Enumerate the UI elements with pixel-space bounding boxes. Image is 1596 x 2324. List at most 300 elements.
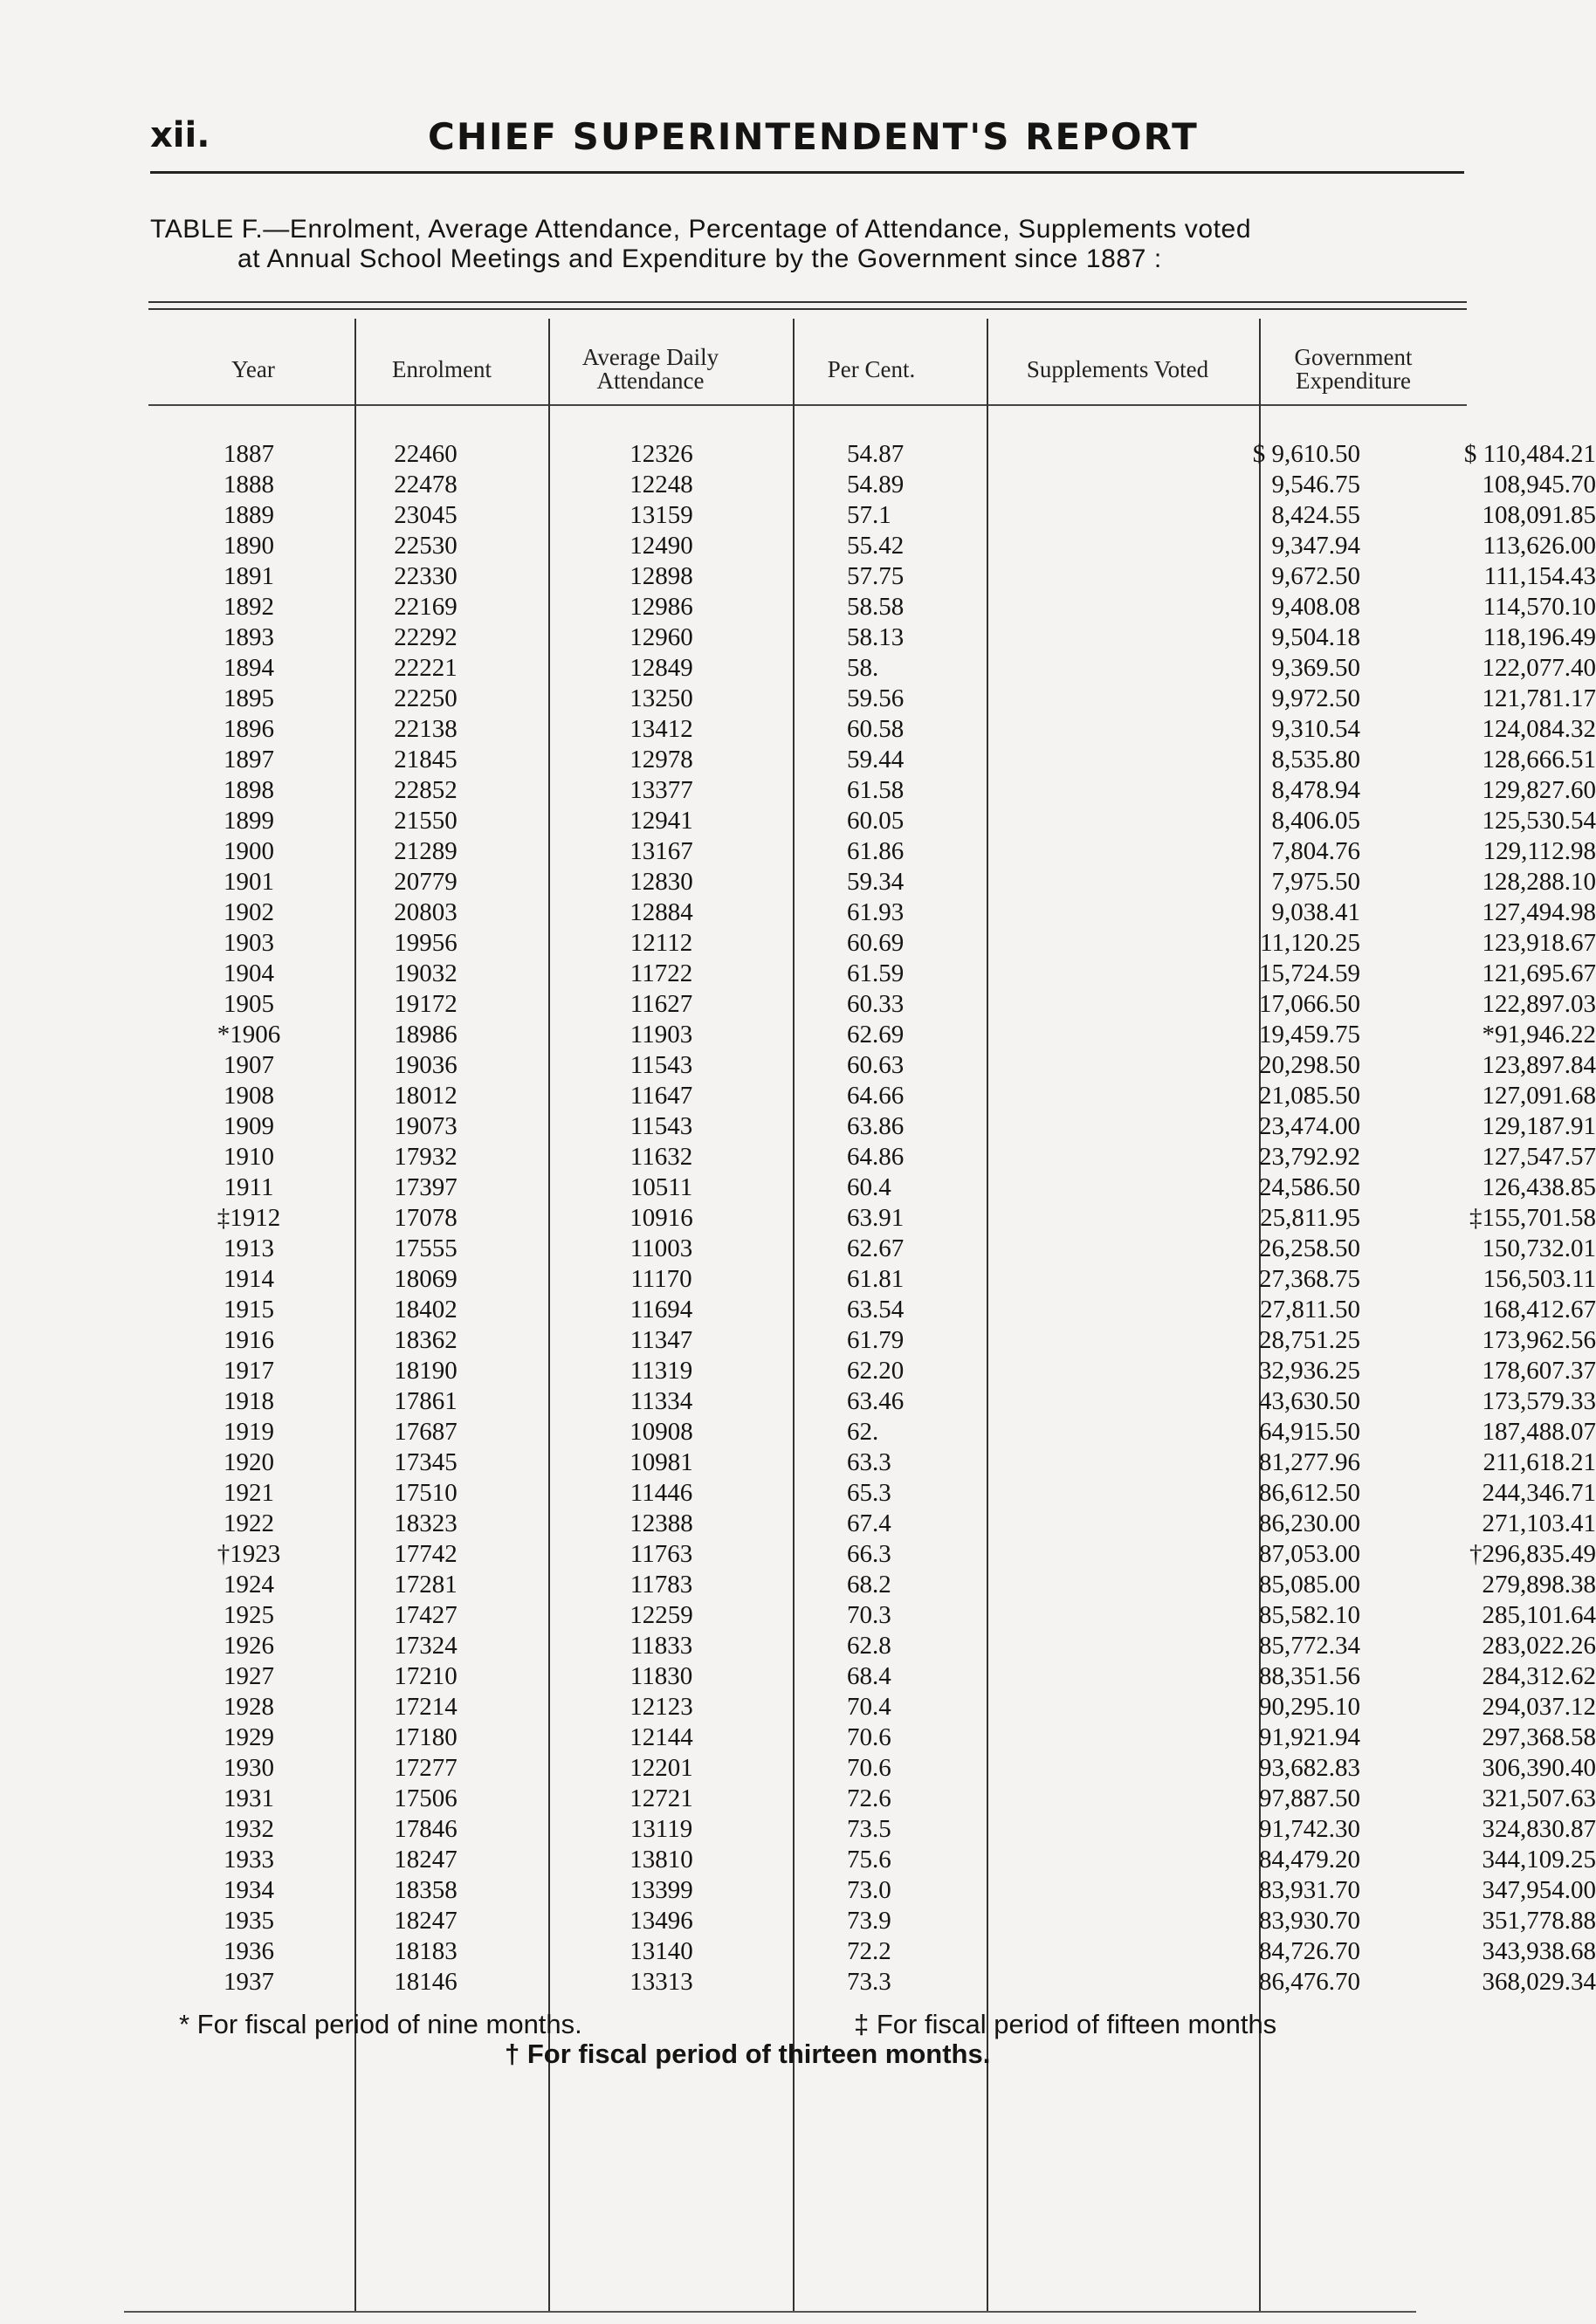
attendance-cell: 13810 [629,1846,693,1874]
table-row [148,470,1596,500]
year-cell: 1898 [224,776,274,804]
enrolment-cell: 22292 [394,623,457,651]
government-expenditure-cell: 306,390.40 [1482,1754,1596,1782]
attendance-cell: 11830 [629,1662,693,1690]
table-row [148,1081,1596,1111]
enrolment-cell: 17506 [394,1784,457,1812]
table-row [148,1539,1596,1570]
supplements-cell: 84,726.70 [1259,1937,1360,1965]
per-cent-cell: 59.34 [847,868,905,896]
table-row [148,561,1596,592]
per-cent-cell: 68.4 [847,1662,891,1690]
table-row [148,836,1596,867]
supplements-cell: 64,915.50 [1259,1418,1360,1446]
attendance-cell: 12123 [629,1693,693,1721]
table-row [148,1172,1596,1203]
running-title: CHIEF SUPERINTENDENT'S REPORT [428,115,1199,158]
per-cent-cell: 58.58 [847,593,905,621]
supplements-cell: 9,310.54 [1271,715,1360,743]
attendance-cell: 13140 [629,1937,693,1965]
attendance-cell: 11003 [629,1234,693,1262]
attendance-cell: 12721 [629,1784,693,1812]
supplements-cell: 11,120.25 [1260,929,1360,957]
enrolment-cell: 17324 [394,1632,457,1660]
enrolment-cell: 18986 [394,1021,457,1049]
supplements-cell: 97,887.50 [1259,1784,1360,1812]
per-cent-cell: 72.2 [847,1937,891,1965]
enrolment-cell: 17277 [394,1754,457,1782]
government-expenditure-cell: 156,503.11 [1482,1265,1596,1293]
table-row [148,1509,1596,1539]
table-row [148,989,1596,1020]
per-cent-cell: 70.3 [847,1601,891,1629]
per-cent-cell: 60.33 [847,990,905,1018]
per-cent-cell: 70.6 [847,1723,891,1751]
attendance-cell: 12112 [629,929,693,957]
supplements-cell: 85,582.10 [1259,1601,1360,1629]
enrolment-cell: 17427 [394,1601,457,1629]
table-row [148,1234,1596,1264]
government-expenditure-cell: 324,830.87 [1482,1815,1596,1843]
attendance-cell: 10908 [629,1418,693,1446]
supplements-cell: 86,612.50 [1259,1479,1360,1507]
enrolment-cell: 18069 [394,1265,457,1293]
column-header-government: Government Expenditure [1294,344,1413,394]
table-row [148,745,1596,775]
enrolment-cell: 17861 [394,1387,457,1415]
table-row [148,1325,1596,1356]
attendance-cell: 13167 [629,837,693,865]
year-cell: 1930 [224,1754,274,1782]
enrolment-cell: 20779 [394,868,457,896]
per-cent-cell: 66.3 [847,1540,891,1568]
per-cent-cell: 61.59 [847,959,905,987]
attendance-cell: 11694 [629,1296,693,1324]
supplements-cell: 81,277.96 [1259,1448,1360,1476]
year-cell: 1921 [224,1479,274,1507]
attendance-cell: 11627 [629,990,693,1018]
supplements-cell: 86,476.70 [1259,1968,1360,1996]
per-cent-cell: 60.69 [847,929,905,957]
table-row [148,500,1596,531]
enrolment-cell: 17078 [394,1204,457,1232]
attendance-cell: 11543 [629,1051,693,1079]
enrolment-cell: 17345 [394,1448,457,1476]
year-cell: 1933 [224,1846,274,1874]
enrolment-cell: 22478 [394,471,457,498]
table-row [148,1295,1596,1325]
year-cell: 1890 [224,532,274,560]
table-row [148,1447,1596,1478]
table-row [148,1692,1596,1722]
table-row [148,1875,1596,1906]
table-row [148,1570,1596,1600]
table-row [148,1845,1596,1875]
year-cell: 1900 [224,837,274,865]
per-cent-cell: 73.3 [847,1968,891,1996]
year-cell: 1927 [224,1662,274,1690]
enrolment-cell: 17932 [394,1143,457,1171]
per-cent-cell: 60.4 [847,1173,891,1201]
supplements-cell: 9,038.41 [1271,898,1360,926]
per-cent-cell: 75.6 [847,1846,891,1874]
government-expenditure-cell: 351,778.88 [1482,1907,1596,1935]
year-cell: 1899 [224,807,274,835]
attendance-cell: 12144 [629,1723,693,1751]
attendance-cell: 12326 [629,440,693,468]
year-cell: *1906 [217,1021,281,1049]
column-header-per-cent: Per Cent. [827,355,916,382]
per-cent-cell: 57.75 [847,562,905,590]
enrolment-cell: 22330 [394,562,457,590]
per-cent-cell: 65.3 [847,1479,891,1507]
attendance-cell: 13496 [629,1907,693,1935]
attendance-cell: 13399 [629,1876,693,1904]
government-expenditure-cell: 297,368.58 [1482,1723,1596,1751]
attendance-cell: 12978 [629,746,693,774]
supplements-cell: 85,085.00 [1259,1571,1360,1599]
supplements-cell: $ 9,610.50 [1252,440,1360,468]
footnote-fifteen-months: ‡ For fiscal period of fifteen months [854,2009,1277,2039]
government-expenditure-cell: 279,898.38 [1482,1571,1596,1599]
table-row [148,775,1596,806]
enrolment-cell: 17210 [394,1662,457,1690]
supplements-cell: 91,921.94 [1259,1723,1360,1751]
government-expenditure-cell: 284,312.62 [1482,1662,1596,1690]
table-row [148,714,1596,745]
year-cell: 1931 [224,1784,274,1812]
government-expenditure-cell: 125,530.54 [1482,807,1596,835]
attendance-cell: 12388 [629,1509,693,1537]
attendance-cell: 12490 [629,532,693,560]
footnote-nine-months: * For fiscal period of nine months. [179,2009,582,2039]
enrolment-cell: 19036 [394,1051,457,1079]
year-cell: 1934 [224,1876,274,1904]
government-expenditure-cell: 126,438.85 [1482,1173,1596,1201]
attendance-cell: 11903 [629,1021,693,1049]
attendance-cell: 13159 [629,501,693,529]
enrolment-cell: 17510 [394,1479,457,1507]
supplements-cell: 86,230.00 [1259,1509,1360,1537]
enrolment-cell: 22250 [394,684,457,712]
enrolment-cell: 22852 [394,776,457,804]
enrolment-cell: 18247 [394,1907,457,1935]
year-cell: 1908 [224,1082,274,1110]
per-cent-cell: 64.66 [847,1082,905,1110]
enrolment-cell: 17281 [394,1571,457,1599]
government-expenditure-cell: 114,570.10 [1482,593,1596,621]
supplements-cell: 8,424.55 [1271,501,1360,529]
supplements-cell: 8,406.05 [1271,807,1360,835]
footnotes [0,2008,1469,2078]
government-expenditure-cell: 122,897.03 [1482,990,1596,1018]
enrolment-cell: 17687 [394,1418,457,1446]
supplements-cell: 25,811.95 [1260,1204,1360,1232]
attendance-cell: 12201 [629,1754,693,1782]
year-cell: 1896 [224,715,274,743]
supplements-cell: 91,742.30 [1259,1815,1360,1843]
table-row [148,1631,1596,1661]
per-cent-cell: 61.93 [847,898,905,926]
per-cent-cell: 55.42 [847,532,905,560]
government-expenditure-cell: 124,084.32 [1482,715,1596,743]
table-row [148,1264,1596,1295]
government-expenditure-cell: ‡155,701.58 [1469,1204,1596,1232]
per-cent-cell: 62. [847,1418,879,1446]
attendance-cell: 11319 [629,1357,693,1385]
per-cent-cell: 60.63 [847,1051,905,1079]
government-expenditure-cell: 294,037.12 [1482,1693,1596,1721]
supplements-cell: 24,586.50 [1259,1173,1360,1201]
year-cell: 1893 [224,623,274,651]
table-row [148,1784,1596,1814]
attendance-cell: 12248 [629,471,693,498]
government-expenditure-cell: 344,109.25 [1482,1846,1596,1874]
per-cent-cell: 73.5 [847,1815,891,1843]
year-cell: 1889 [224,501,274,529]
supplements-cell: 17,066.50 [1259,990,1360,1018]
government-expenditure-cell: *91,946.22 [1482,1021,1596,1049]
year-cell: 1897 [224,746,274,774]
per-cent-cell: 63.54 [847,1296,905,1324]
attendance-cell: 13377 [629,776,693,804]
enrolment-cell: 20803 [394,898,457,926]
enrolment-cell: 22530 [394,532,457,560]
government-expenditure-cell: 129,187.91 [1482,1112,1596,1140]
government-expenditure-cell: 173,579.33 [1482,1387,1596,1415]
government-expenditure-cell: 285,101.64 [1482,1601,1596,1629]
government-expenditure-cell: 129,112.98 [1482,837,1596,865]
supplements-cell: 32,936.25 [1259,1357,1360,1385]
enrolment-cell: 18247 [394,1846,457,1874]
attendance-cell: 11763 [629,1540,693,1568]
per-cent-cell: 63.91 [847,1204,905,1232]
column-header-year: Year [231,355,275,382]
year-cell: 1914 [224,1265,274,1293]
table-row [148,1967,1596,1997]
enrolment-cell: 18323 [394,1509,457,1537]
enrolment-cell: 18358 [394,1876,457,1904]
attendance-cell: 10511 [629,1173,693,1201]
table-caption [150,215,1469,274]
enrolment-cell: 17742 [394,1540,457,1568]
enrolment-cell: 21550 [394,807,457,835]
supplements-cell: 23,792.92 [1259,1143,1360,1171]
supplements-cell: 28,751.25 [1259,1326,1360,1354]
supplements-cell: 83,930.70 [1259,1907,1360,1935]
table-row [148,1600,1596,1631]
page-number: xii. [150,115,210,155]
government-expenditure-cell: 283,022.26 [1482,1632,1596,1660]
supplements-cell: 85,772.34 [1259,1632,1360,1660]
caption-line-1: TABLE F.—Enrolment, Average Attendance, Percentage of Attendance, Supplements voted [150,215,1252,244]
per-cent-cell: 68.2 [847,1571,891,1599]
supplements-cell: 9,408.08 [1271,593,1360,621]
table-row [148,928,1596,959]
government-expenditure-cell: 113,626.00 [1482,532,1596,560]
table-row [148,653,1596,684]
year-cell: 1919 [224,1418,274,1446]
year-cell: 1902 [224,898,274,926]
year-cell: 1929 [224,1723,274,1751]
supplements-cell: 7,804.76 [1271,837,1360,865]
per-cent-cell: 61.58 [847,776,905,804]
per-cent-cell: 62.8 [847,1632,891,1660]
supplements-cell: 9,972.50 [1271,684,1360,712]
attendance-cell: 12884 [629,898,693,926]
supplements-cell: 27,811.50 [1260,1296,1360,1324]
supplements-cell: 93,682.83 [1259,1754,1360,1782]
supplements-cell: 27,368.75 [1259,1265,1360,1293]
enrolment-cell: 18402 [394,1296,457,1324]
per-cent-cell: 62.20 [847,1357,905,1385]
table-top-rule-inner [148,308,1467,310]
supplements-cell: 83,931.70 [1259,1876,1360,1904]
per-cent-cell: 73.9 [847,1907,891,1935]
attendance-cell: 11347 [629,1326,693,1354]
footnote-thirteen-months: † For fiscal period of thirteen months. [505,2039,991,2069]
enrolment-cell: 19956 [394,929,457,957]
enrolment-cell: 23045 [394,501,457,529]
attendance-cell: 11722 [629,959,693,987]
government-expenditure-cell: 127,091.68 [1482,1082,1596,1110]
attendance-cell: 13119 [629,1815,693,1843]
supplements-cell: 19,459.75 [1259,1021,1360,1049]
per-cent-cell: 67.4 [847,1509,891,1537]
per-cent-cell: 58.13 [847,623,905,651]
enrolment-cell: 17397 [394,1173,457,1201]
enrolment-cell: 19032 [394,959,457,987]
table-row [148,531,1596,561]
table-row [148,1936,1596,1967]
table-row [148,1478,1596,1509]
attendance-cell: 13412 [629,715,693,743]
government-expenditure-cell: †296,835.49 [1469,1540,1596,1568]
government-expenditure-cell: 150,732.01 [1482,1234,1596,1262]
government-expenditure-cell: 187,488.07 [1482,1418,1596,1446]
enrolment-cell: 22138 [394,715,457,743]
supplements-cell: 15,724.59 [1259,959,1360,987]
column-header-supplements: Supplements Voted [1026,355,1209,382]
table-row [148,1386,1596,1417]
table-row [148,867,1596,897]
enrolment-cell: 17180 [394,1723,457,1751]
year-cell: 1937 [224,1968,274,1996]
government-expenditure-cell: 211,618.21 [1482,1448,1596,1476]
table-row [148,1020,1596,1050]
per-cent-cell: 63.86 [847,1112,905,1140]
government-expenditure-cell: 121,695.67 [1482,959,1596,987]
attendance-cell: 12960 [629,623,693,651]
enrolment-cell: 19073 [394,1112,457,1140]
year-cell: ‡1912 [217,1204,281,1232]
per-cent-cell: 54.89 [847,471,905,498]
attendance-cell: 12898 [629,562,693,590]
supplements-cell: 26,258.50 [1259,1234,1360,1262]
supplements-cell: 43,630.50 [1259,1387,1360,1415]
column-header-attendance: Average Daily Attendance [581,344,719,394]
year-cell: 1913 [224,1234,274,1262]
government-expenditure-cell: 178,607.37 [1482,1357,1596,1385]
year-cell: 1915 [224,1296,274,1324]
per-cent-cell: 70.6 [847,1754,891,1782]
year-cell: 1928 [224,1693,274,1721]
year-cell: 1909 [224,1112,274,1140]
government-expenditure-cell: 108,945.70 [1482,471,1596,498]
supplements-cell: 21,085.50 [1259,1082,1360,1110]
attendance-cell: 11632 [629,1143,693,1171]
enrolment-cell: 17555 [394,1234,457,1262]
table-row [148,684,1596,714]
supplements-cell: 23,474.00 [1259,1112,1360,1140]
supplements-cell: 8,478.94 [1271,776,1360,804]
enrolment-cell: 18146 [394,1968,457,1996]
table-row [148,1661,1596,1692]
per-cent-cell: 62.67 [847,1234,905,1262]
year-cell: 1894 [224,654,274,682]
attendance-cell: 12259 [629,1601,693,1629]
enrolment-cell: 22169 [394,593,457,621]
per-cent-cell: 70.4 [847,1693,891,1721]
caption-line-2: at Annual School Meetings and Expenditure by the Government since 1887 : [237,244,1162,273]
enrolment-cell: 22460 [394,440,457,468]
year-cell: 1904 [224,959,274,987]
government-expenditure-cell: 127,494.98 [1482,898,1596,926]
year-cell: 1905 [224,990,274,1018]
government-expenditure-cell: 368,029.34 [1482,1968,1596,1996]
enrolment-cell: 17846 [394,1815,457,1843]
government-expenditure-cell: 122,077.40 [1482,654,1596,682]
table-row [148,439,1596,470]
supplements-cell: 20,298.50 [1259,1051,1360,1079]
supplements-cell: 7,975.50 [1271,868,1360,896]
government-expenditure-cell: 111,154.43 [1483,562,1596,590]
table-row [148,1050,1596,1081]
year-cell: 1911 [224,1173,274,1201]
table-row [148,1111,1596,1142]
attendance-cell: 11446 [629,1479,693,1507]
government-expenditure-cell: 129,827.60 [1482,776,1596,804]
supplements-cell: 84,479.20 [1259,1846,1360,1874]
table-row [148,1356,1596,1386]
attendance-cell: 13313 [629,1968,693,1996]
per-cent-cell: 72.6 [847,1784,891,1812]
government-expenditure-cell: 244,346.71 [1482,1479,1596,1507]
supplements-cell: 9,369.50 [1271,654,1360,682]
enrolment-cell: 21289 [394,837,457,865]
government-expenditure-cell: 168,412.67 [1482,1296,1596,1324]
page-header [0,0,1469,175]
per-cent-cell: 54.87 [847,440,905,468]
government-expenditure-cell: 343,938.68 [1482,1937,1596,1965]
per-cent-cell: 57.1 [847,501,891,529]
per-cent-cell: 58. [847,654,879,682]
header-bottom-rule [148,404,1467,406]
per-cent-cell: 59.44 [847,746,905,774]
enrolment-cell: 17214 [394,1693,457,1721]
government-expenditure-cell: 127,547.57 [1482,1143,1596,1171]
government-expenditure-cell: $ 110,484.21 [1463,440,1596,468]
enrolment-cell: 22221 [394,654,457,682]
year-cell: 1903 [224,929,274,957]
year-cell: 1936 [224,1937,274,1965]
per-cent-cell: 63.3 [847,1448,891,1476]
enrolment-cell: 18362 [394,1326,457,1354]
government-expenditure-cell: 123,918.67 [1482,929,1596,957]
year-cell: 1920 [224,1448,274,1476]
supplements-cell: 9,546.75 [1271,471,1360,498]
table-row [148,1203,1596,1234]
